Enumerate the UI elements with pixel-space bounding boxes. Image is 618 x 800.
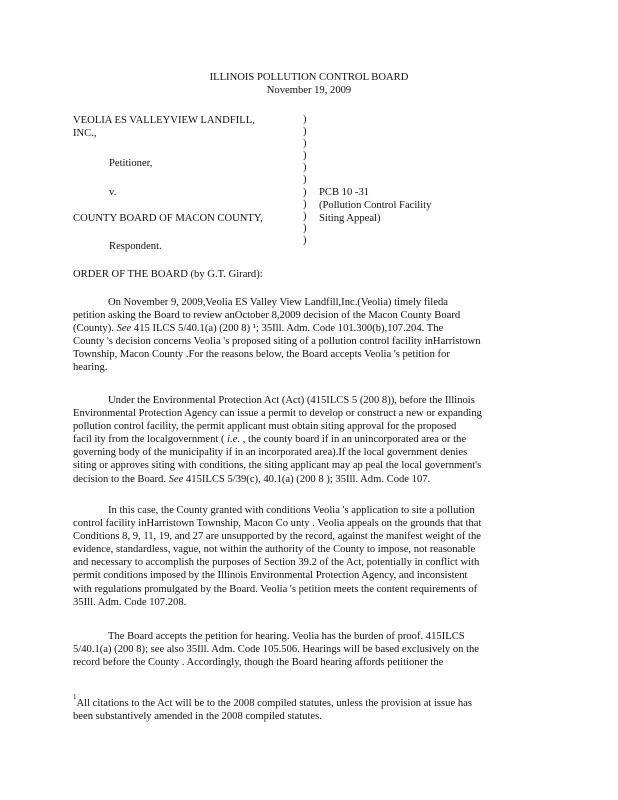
footnote-line-1 — [73, 693, 539, 710]
text-line: with regulations promulgated by the Board. Veolia 's petition meets the content requirements of — [73, 583, 478, 595]
text-line: decision to the Board. See 415ILCS 5/39(c), 40.1(a) (200 8 ); 35Ill. Adm. Code 107. — [73, 473, 431, 485]
text-line: petition asking the Board to review anOctober 8,2009 decision of the Macon County Board — [73, 310, 461, 322]
caption-paren: ) — [303, 234, 307, 246]
text-line: facil ity from the localgovernment ( i.e. , the county board if in an unincorporated area or the — [73, 434, 467, 446]
board-name-heading: ILLINOIS POLLUTION CONTROL BOARD — [209, 72, 409, 83]
text-line: hearing. — [73, 362, 108, 374]
footnote — [73, 693, 539, 723]
text-line: and necessary to accomplish the purposes of Section 39.2 of the Act, potentially in conflict with — [73, 557, 480, 569]
order-heading: ORDER OF THE BOARD (by G.T. Girard): — [73, 269, 263, 280]
petitioner-name-line1: VEOLIA ES VALLEYVIEW LANDFILL, — [73, 115, 255, 126]
text-line: pollution control facility, the permit applicant must obtain siting approval for the proposed — [73, 421, 457, 433]
text-line: 5/40.1(a) (200 8); see also 35Ill. Adm. Code 105.506. Hearings will be based exclusively on the — [73, 644, 480, 656]
text-line: On November 9, 2009,Veolia ES Valley View Landfill,Inc.(Veolia) timely fileda — [108, 297, 448, 308]
text-line: Township, Macon County .For the reasons below, the Board accepts Veolia 's petition for — [73, 349, 450, 361]
text-line: The Board accepts the petition for hearing. Veolia has the burden of proof. 415ILCS — [108, 631, 465, 642]
text-line: siting or approves siting with conditions, the siting applicant may ap peal the local government's — [73, 460, 482, 472]
petitioner-name-line2: INC., — [73, 128, 97, 139]
case-number: PCB 10 -31 — [319, 187, 370, 198]
text-line: evidence, standardless, vague, not within the authority of the County to impose, not reasonable — [73, 544, 476, 556]
case-type-line2: Siting Appeal) — [319, 213, 381, 225]
text-line: Under the Environmental Protection Act (Act) (415ILCS 5 (200 8)), before the Illinois — [108, 395, 475, 406]
paragraph-3 — [73, 504, 539, 609]
text-line: record before the County . Accordingly, though the Board hearing affords petitioner the — [73, 657, 444, 669]
case-info — [319, 186, 431, 226]
case-type-line1: (Pollution Control Facility — [319, 200, 432, 212]
text-line: 35Ill. Adm. Code 107.208. — [73, 596, 187, 608]
caption-paren: ) — [303, 114, 307, 125]
caption-paren: ) — [303, 162, 307, 174]
text-line: In this case, the County granted with conditions Veolia 's application to site a pollution — [108, 505, 475, 516]
footnote-line-2: been substantively amended in the 2008 compiled statutes. — [73, 711, 322, 723]
paragraph-1 — [73, 296, 539, 375]
text-line: (County). See 415 ILCS 5/40.1(a) (200 8) ¹; 35Ill. Adm. Code 101.300(b),107.204. The — [73, 323, 444, 335]
caption-paren: ) — [303, 126, 307, 138]
caption-paren: ) — [303, 150, 307, 162]
text-line: Conditions 8, 9, 11, 19, and 27 are unsupported by the record, against the manifest weight of the — [73, 531, 481, 543]
text-line: control facility inHarristown Township, Macon Co unty . Veolia appeals on the grounds that that — [73, 518, 482, 530]
paragraph-4 — [73, 630, 539, 669]
versus-label: v. — [109, 187, 117, 198]
respondent-role: Respondent. — [109, 241, 162, 252]
text-line: permit conditions imposed by the Illinois Environmental Protection Agency, and inconsistent — [73, 570, 468, 582]
caption-paren: ) — [303, 210, 307, 222]
text-line: Environmental Protection Agency can issue a permit to develop or construct a new or expanding — [73, 408, 482, 420]
footnote-marker: 1 — [73, 693, 77, 701]
respondent-name: COUNTY BOARD OF MACON COUNTY, — [73, 213, 263, 224]
caption-paren: ) — [303, 138, 307, 150]
caption-paren: ) — [303, 222, 307, 234]
caption-paren: ) — [303, 198, 307, 210]
caption-paren: ) — [303, 174, 307, 186]
footnote-text: All citations to the Act will be to the 2008 compiled statutes, unless the provision at issue has — [76, 698, 472, 709]
caption-paren-column — [303, 114, 313, 247]
order-date: November 19, 2009 — [266, 85, 352, 96]
petitioner-role: Petitioner, — [109, 158, 153, 169]
caption-paren: ) — [303, 186, 307, 198]
paragraph-2 — [73, 394, 539, 486]
text-line: County 's decision concerns Veolia 's proposed siting of a pollution control facility inHarristown — [73, 336, 481, 348]
text-line: governing body of the municipality if in an incorporated area).If the local government denies — [73, 447, 468, 459]
